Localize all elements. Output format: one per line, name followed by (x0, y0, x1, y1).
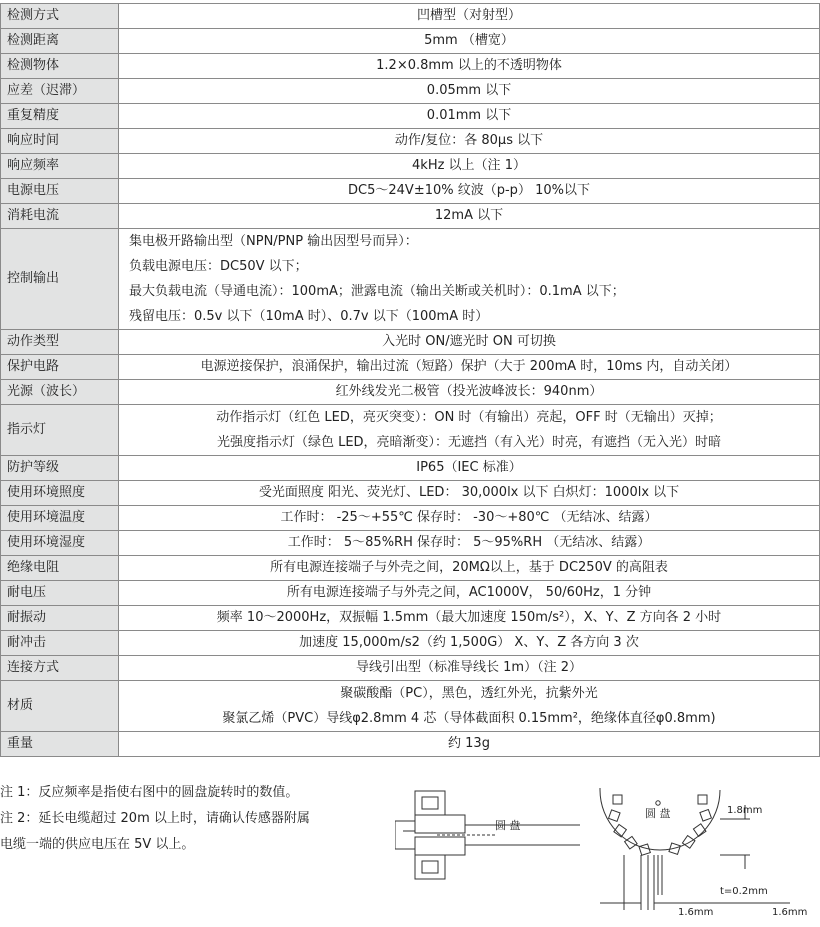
spec-key: 重复精度 (1, 104, 119, 129)
spec-row (1, 681, 820, 732)
spec-key: 绝缘电阻 (1, 556, 119, 581)
spec-value: 受光面照度 阳光、荧光灯、LED： 30,000lx 以下 白炽灯：1000lx 以下 (119, 481, 820, 506)
spec-row (1, 4, 820, 29)
spec-value: 频率 10～2000Hz，双振幅 1.5mm（最大加速度 150m/s²），X、Y、Z 方向各 2 小时 (119, 606, 820, 631)
spec-key: 耐冲击 (1, 631, 119, 656)
note-3: 电缆一端的供应电压在 5V 以上。 (0, 837, 195, 852)
spec-row (1, 355, 820, 380)
spec-key: 检测物体 (1, 54, 119, 79)
spec-value: 所有电源连接端子与外壳之间，20MΩ以上，基于 DC250V 的高阻表 (119, 556, 820, 581)
spec-row (1, 79, 820, 104)
spec-row (1, 54, 820, 79)
spec-value: 所有电源连接端子与外壳之间，AC1000V， 50/60Hz，1 分钟 (119, 581, 820, 606)
spec-key: 防护等级 (1, 456, 119, 481)
spec-row (1, 606, 820, 631)
dim-slot-label: 1.8mm (727, 805, 763, 816)
spec-row (1, 456, 820, 481)
spec-value: 0.05mm 以下 (119, 79, 820, 104)
spec-value-line: 光强度指示灯（绿色 LED，亮暗渐变）：无遮挡（有入光）时亮，有遮挡（无入光）时暗 (216, 435, 722, 450)
spec-table (0, 3, 820, 757)
spec-value: 工作时： -25～+55℃ 保存时： -30～+80℃ （无结冰、结露） (119, 506, 820, 531)
notes (0, 780, 360, 858)
spec-key: 电源电压 (1, 179, 119, 204)
spec-key: 指示灯 (1, 405, 119, 456)
spec-value: IP65（IEC 标准） (119, 456, 820, 481)
disk-diagram (590, 785, 818, 920)
spec-value: 12mA 以下 (119, 204, 820, 229)
spec-key: 耐电压 (1, 581, 119, 606)
sensor-disk-label: 圆 盘 (495, 819, 521, 832)
spec-key: 响应频率 (1, 154, 119, 179)
spec-value-line: 负载电源电压：DC50V 以下； (129, 259, 308, 274)
spec-value: 红外线发光二极管（投光波峰波长：940nm） (119, 380, 820, 405)
spec-value: 1.2×0.8mm 以上的不透明物体 (119, 54, 820, 79)
spec-key: 耐振动 (1, 606, 119, 631)
spec-value-line: 聚氯乙烯（PVC）导线φ2.8mm 4 芯（导体截面积 0.15mm²，绝缘体直径φ0.8mm) (222, 711, 716, 726)
spec-value-line: 最大负载电流（导通电流）：100mA；泄露电流（输出关断或关机时）：0.1mA 以下； (129, 284, 625, 299)
dim-width-label-1: 1.6mm (678, 907, 714, 918)
spec-value: 0.01mm 以下 (119, 104, 820, 129)
spec-value (119, 681, 820, 732)
note-2: 注 2：延长电缆超过 20m 以上时，请确认传感器附属 (0, 811, 310, 826)
spec-value-line: 集电极开路输出型（NPN/PNP 输出因型号而异）： (129, 234, 418, 249)
spec-row (1, 631, 820, 656)
spec-value: 加速度 15,000m/s2（约 1,500G） X、Y、Z 各方向 3 次 (119, 631, 820, 656)
spec-value-line: 聚碳酸酯（PC），黑色，透红外光，抗紫外光 (340, 686, 598, 701)
spec-row (1, 732, 820, 757)
spec-key: 使用环境照度 (1, 481, 119, 506)
spec-key: 消耗电流 (1, 204, 119, 229)
dim-width-label-2: 1.6mm (772, 907, 808, 918)
spec-value: 入光时 ON/遮光时 ON 可切换 (119, 330, 820, 355)
spec-row (1, 531, 820, 556)
spec-value: 电源逆接保护，浪涌保护，输出过流（短路）保护（大于 200mA 时，10ms 内，自动关闭） (119, 355, 820, 380)
spec-key: 应差（迟滞） (1, 79, 119, 104)
spec-row (1, 405, 820, 456)
spec-value: 导线引出型（标准导线长 1m）（注 2） (119, 656, 820, 681)
spec-key: 控制输出 (1, 229, 119, 330)
spec-key: 响应时间 (1, 129, 119, 154)
slot-sensor-diagram (395, 785, 580, 890)
note-1: 注 1：反应频率是指使右图中的圆盘旋转时的数值。 (0, 785, 299, 800)
spec-row (1, 204, 820, 229)
spec-key: 使用环境温度 (1, 506, 119, 531)
spec-key: 保护电路 (1, 355, 119, 380)
spec-row (1, 656, 820, 681)
spec-key: 动作类型 (1, 330, 119, 355)
spec-row (1, 154, 820, 179)
spec-value-line: 残留电压：0.5v 以下（10mA 时）、0.7v 以下（100mA 时） (129, 309, 489, 324)
spec-row (1, 104, 820, 129)
spec-value: DC5～24V±10% 纹波（p-p） 10%以下 (119, 179, 820, 204)
spec-key: 使用环境湿度 (1, 531, 119, 556)
spec-value: 5mm （槽宽） (119, 29, 820, 54)
spec-row (1, 179, 820, 204)
disk-label: 圆 盘 (645, 807, 671, 820)
spec-value: 约 13g (119, 732, 820, 757)
spec-row (1, 506, 820, 531)
spec-row (1, 556, 820, 581)
spec-key: 检测距离 (1, 29, 119, 54)
spec-row (1, 330, 820, 355)
spec-row (1, 229, 820, 330)
spec-value (119, 405, 820, 456)
spec-row (1, 129, 820, 154)
spec-key: 材质 (1, 681, 119, 732)
dim-thickness-label: t=0.2mm (720, 886, 768, 897)
spec-key: 连接方式 (1, 656, 119, 681)
spec-value: 4kHz 以上（注 1） (119, 154, 820, 179)
spec-row (1, 581, 820, 606)
spec-row (1, 29, 820, 54)
spec-value: 工作时： 5～85%RH 保存时： 5～95%RH （无结冰、结露） (119, 531, 820, 556)
spec-value-line: 动作指示灯（红色 LED，亮灭突变）：ON 时（有输出）亮起，OFF 时（无输出）灭掉； (216, 410, 722, 425)
spec-value (119, 229, 820, 330)
spec-key: 重量 (1, 732, 119, 757)
spec-value: 动作/复位：各 80μs 以下 (119, 129, 820, 154)
spec-value: 凹槽型（对射型） (119, 4, 820, 29)
spec-key: 检测方式 (1, 4, 119, 29)
spec-row (1, 481, 820, 506)
spec-row (1, 380, 820, 405)
spec-key: 光源（波长） (1, 380, 119, 405)
